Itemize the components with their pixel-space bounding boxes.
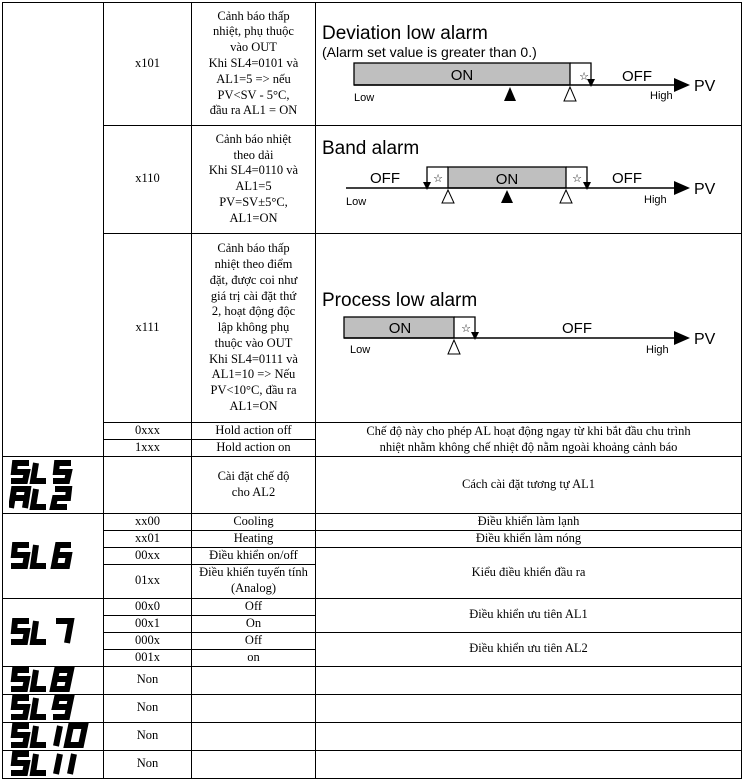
- label-cell: [192, 666, 316, 694]
- svg-text:High: High: [650, 90, 673, 102]
- label-cell: Hold action on: [192, 440, 316, 457]
- code-cell: 001x: [104, 649, 192, 666]
- svg-text:Process low alarm: Process low alarm: [322, 289, 478, 311]
- svg-text:(Alarm set value is greater th: (Alarm set value is greater than 0.): [322, 44, 537, 60]
- code-cell: 00xx: [104, 547, 192, 564]
- svg-text:ON: ON: [495, 170, 519, 188]
- label-cell: Off: [192, 632, 316, 649]
- note-cell: Cách cài đặt tương tự AL1: [316, 456, 742, 513]
- deviation-low-alarm-diagram: [316, 3, 742, 126]
- note-cell: Điều khiển ưu tiên AL2: [316, 632, 742, 666]
- table-row: [3, 513, 742, 530]
- svg-text:☆: ☆: [579, 71, 589, 83]
- table-row: [3, 722, 742, 750]
- desc-cell: Cài đặt chế độ cho AL2: [192, 456, 316, 513]
- svg-text:PV: PV: [694, 330, 716, 348]
- table-row: [3, 233, 742, 423]
- settings-table: [2, 2, 742, 779]
- note-cell: [316, 694, 742, 722]
- band-alarm-diagram: [316, 125, 742, 233]
- code-cell: 000x: [104, 632, 192, 649]
- code-cell: 00x1: [104, 615, 192, 632]
- svg-text:High: High: [646, 343, 669, 356]
- label-cell: Điều khiển on/off: [192, 547, 316, 564]
- code-cell: xx01: [104, 530, 192, 547]
- code-cell: 1xxx: [104, 440, 192, 457]
- code-cell: [104, 456, 192, 513]
- svg-text:ON: ON: [388, 319, 412, 337]
- label-cell: [192, 722, 316, 750]
- note-cell: Điều khiển làm nóng: [316, 530, 742, 547]
- svg-text:☆: ☆: [433, 172, 443, 185]
- label-cell: on: [192, 649, 316, 666]
- svg-text:OFF: OFF: [612, 169, 642, 187]
- table-row: [3, 694, 742, 722]
- table-row: [3, 3, 742, 126]
- table-row: [3, 666, 742, 694]
- note-cell: [316, 666, 742, 694]
- segment-cell-empty: [3, 3, 104, 457]
- code-cell: 0xxx: [104, 423, 192, 440]
- note-cell: Chế độ này cho phép AL hoạt động ngay từ khi bắt đầu chu trình nhiệt nhằm không chế nhiệt độ nằm ngoài khoảng cảnh báo: [316, 423, 742, 457]
- segment-display-sl11: [3, 750, 104, 778]
- table-row: [3, 547, 742, 564]
- svg-text:OFF: OFF: [622, 68, 652, 85]
- desc-cell: Cảnh báo nhiệt theo dải Khi SL4=0110 và AL1=5 PV=SV±5°C, AL1=ON: [192, 125, 316, 233]
- svg-text:PV: PV: [694, 180, 716, 198]
- note-cell: Điều khiển làm lạnh: [316, 513, 742, 530]
- note-cell: [316, 722, 742, 750]
- table-row: [3, 423, 742, 440]
- label-cell: [192, 750, 316, 778]
- table-row: [3, 750, 742, 778]
- table-row: [3, 530, 742, 547]
- svg-text:OFF: OFF: [562, 319, 592, 337]
- label-cell: Off: [192, 598, 316, 615]
- code-cell: x101: [104, 3, 192, 126]
- segment-display-sl10: [3, 722, 104, 750]
- svg-text:Low: Low: [346, 195, 367, 208]
- svg-text:Deviation low alarm: Deviation low alarm: [322, 23, 488, 44]
- note-cell: Kiểu điều khiển đầu ra: [316, 547, 742, 598]
- svg-text:Low: Low: [354, 92, 375, 104]
- note-cell: Điều khiển ưu tiên AL1: [316, 598, 742, 632]
- desc-cell: Cảnh báo thấp nhiệt, phụ thuộc vào OUT Khi SL4=0101 và AL1=5 => nếu PV<SV - 5°C, đầu ra AL1 = ON: [192, 3, 316, 126]
- code-cell: xx00: [104, 513, 192, 530]
- table-row: [3, 598, 742, 615]
- code-cell: 01xx: [104, 564, 192, 598]
- segment-display-sl6: [3, 513, 104, 598]
- label-cell: Heating: [192, 530, 316, 547]
- code-cell: x110: [104, 125, 192, 233]
- table-row: [3, 456, 742, 513]
- label-cell: [192, 694, 316, 722]
- process-low-alarm-diagram: [316, 233, 742, 423]
- svg-text:ON: ON: [450, 67, 474, 84]
- svg-text:Low: Low: [350, 343, 371, 356]
- label-cell: Điều khiển tuyến tính (Analog): [192, 564, 316, 598]
- code-cell: Non: [104, 694, 192, 722]
- code-cell: Non: [104, 750, 192, 778]
- code-cell: x111: [104, 233, 192, 423]
- svg-text:PV: PV: [694, 78, 716, 95]
- svg-text:☆: ☆: [572, 172, 582, 185]
- svg-text:☆: ☆: [461, 322, 471, 335]
- table-row: [3, 632, 742, 649]
- svg-text:OFF: OFF: [370, 169, 400, 187]
- label-cell: Cooling: [192, 513, 316, 530]
- segment-display-sl5-al2: [3, 456, 104, 513]
- code-cell: Non: [104, 722, 192, 750]
- label-cell: On: [192, 615, 316, 632]
- desc-cell: Cảnh báo thấp nhiệt theo điểm đặt, được coi như giá trị cài đặt thứ 2, hoạt động độc lập không phụ thuộc vào OUT Khi SL4=0111 và AL1=10 => Nếu PV<10°C, đầu ra AL1=ON: [192, 233, 316, 423]
- code-cell: 00x0: [104, 598, 192, 615]
- segment-display-sl9: [3, 694, 104, 722]
- segment-display-sl8: [3, 666, 104, 694]
- segment-display-al2: [9, 486, 79, 510]
- segment-display-sl5: [9, 460, 79, 484]
- svg-text:Band alarm: Band alarm: [322, 137, 420, 159]
- table-row: [3, 125, 742, 233]
- svg-text:High: High: [644, 193, 667, 206]
- code-cell: Non: [104, 666, 192, 694]
- note-cell: [316, 750, 742, 778]
- segment-display-sl7: [3, 598, 104, 666]
- label-cell: Hold action off: [192, 423, 316, 440]
